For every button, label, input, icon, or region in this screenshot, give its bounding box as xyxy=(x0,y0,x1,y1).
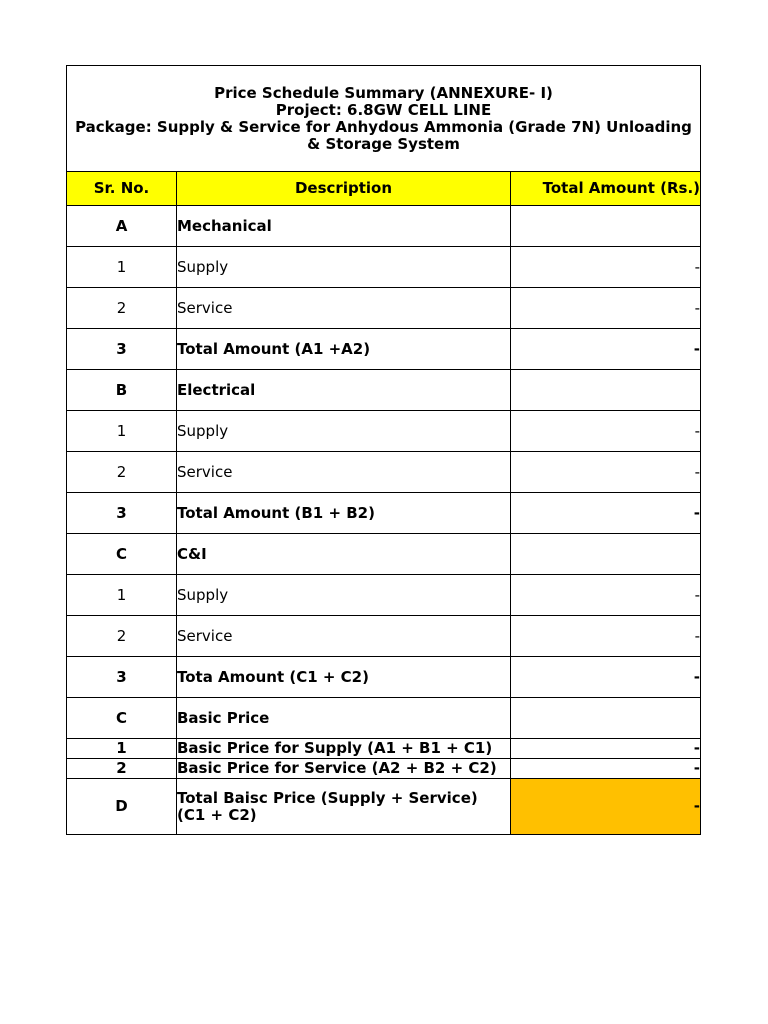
description-cell: Service xyxy=(177,452,511,493)
amount-cell: - xyxy=(511,329,701,370)
header-row xyxy=(67,172,701,206)
table-row xyxy=(67,759,701,779)
sr-cell: 3 xyxy=(67,657,177,698)
table-row xyxy=(67,534,701,575)
description-cell: Basic Price for Supply (A1 + B1 + C1) xyxy=(177,739,511,759)
description-cell: Tota Amount (C1 + C2) xyxy=(177,657,511,698)
description-cell: Service xyxy=(177,616,511,657)
description-cell: Total Amount (B1 + B2) xyxy=(177,493,511,534)
header-total-amount: Total Amount (Rs.) xyxy=(511,172,701,206)
title-line-2: Project: 6.8GW CELL LINE xyxy=(275,100,492,119)
sr-cell: C xyxy=(67,698,177,739)
amount-cell: - xyxy=(511,452,701,493)
table-row xyxy=(67,247,701,288)
table-title xyxy=(67,66,701,172)
total-amount-highlight-cell: - xyxy=(511,779,701,835)
description-cell: Supply xyxy=(177,411,511,452)
sr-cell: A xyxy=(67,206,177,247)
table-row xyxy=(67,206,701,247)
amount-cell: - xyxy=(511,247,701,288)
sr-cell: 2 xyxy=(67,452,177,493)
description-cell: C&I xyxy=(177,534,511,575)
amount-cell xyxy=(511,534,701,575)
sr-cell: 3 xyxy=(67,329,177,370)
table-row xyxy=(67,575,701,616)
table-row xyxy=(67,370,701,411)
description-cell: Supply xyxy=(177,575,511,616)
description-cell: Total Amount (A1 +A2) xyxy=(177,329,511,370)
table-row xyxy=(67,739,701,759)
description-cell: Total Baisc Price (Supply + Service) (C1 + C2) xyxy=(177,779,511,835)
description-cell: Basic Price xyxy=(177,698,511,739)
table-row xyxy=(67,616,701,657)
table-row xyxy=(67,452,701,493)
table-row xyxy=(67,411,701,452)
amount-cell: - xyxy=(511,657,701,698)
sr-cell: 2 xyxy=(67,759,177,779)
table-row xyxy=(67,288,701,329)
description-cell: Basic Price for Service (A2 + B2 + C2) xyxy=(177,759,511,779)
table-row xyxy=(67,779,701,835)
table-row xyxy=(67,657,701,698)
amount-cell: - xyxy=(511,739,701,759)
amount-cell: - xyxy=(511,411,701,452)
sr-cell: 3 xyxy=(67,493,177,534)
sr-cell: 1 xyxy=(67,575,177,616)
table-row xyxy=(67,493,701,534)
sr-cell: 2 xyxy=(67,288,177,329)
amount-cell xyxy=(511,698,701,739)
sr-cell: 1 xyxy=(67,247,177,288)
amount-cell: - xyxy=(511,288,701,329)
table-row xyxy=(67,329,701,370)
amount-cell: - xyxy=(511,759,701,779)
title-line-1: Price Schedule Summary (ANNEXURE- I) xyxy=(214,83,553,102)
header-sr-no: Sr. No. xyxy=(67,172,177,206)
sr-cell: C xyxy=(67,534,177,575)
amount-cell xyxy=(511,206,701,247)
description-cell: Electrical xyxy=(177,370,511,411)
amount-cell: - xyxy=(511,575,701,616)
title-line-3: Package: Supply & Service for Anhydous Ammonia (Grade 7N) Unloading & Storage System xyxy=(75,117,692,153)
description-cell: Service xyxy=(177,288,511,329)
table-row xyxy=(67,698,701,739)
sr-cell: D xyxy=(67,779,177,835)
description-cell: Mechanical xyxy=(177,206,511,247)
amount-cell: - xyxy=(511,493,701,534)
header-description: Description xyxy=(177,172,511,206)
sr-cell: 1 xyxy=(67,739,177,759)
amount-cell: - xyxy=(511,616,701,657)
sr-cell: B xyxy=(67,370,177,411)
sr-cell: 1 xyxy=(67,411,177,452)
amount-cell xyxy=(511,370,701,411)
price-schedule-table xyxy=(66,65,701,835)
description-cell: Supply xyxy=(177,247,511,288)
sr-cell: 2 xyxy=(67,616,177,657)
